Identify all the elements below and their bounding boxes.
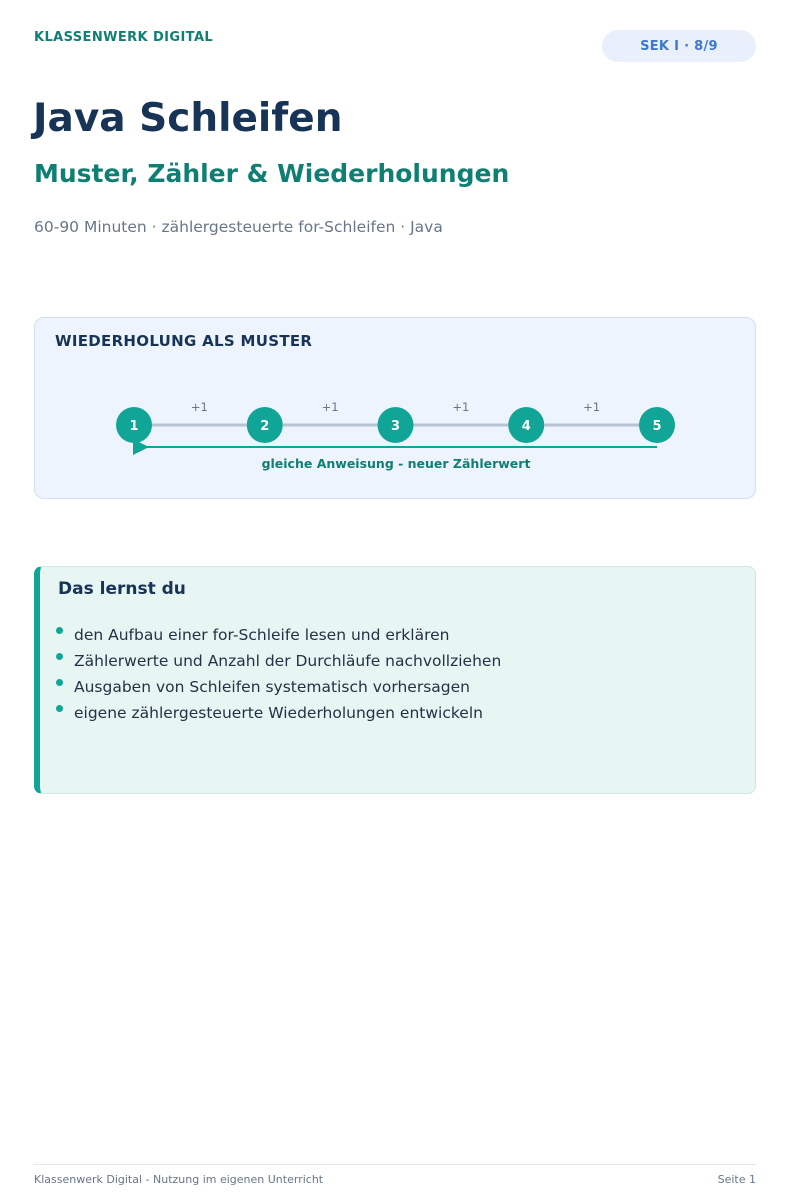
list-item-text: eigene zählergesteuerte Wiederholungen entwickeln — [74, 704, 483, 722]
list-item — [54, 674, 501, 700]
bullet-icon — [56, 705, 63, 712]
brand-name: KLASSENWERK DIGITAL — [34, 30, 214, 45]
loop-caption: gleiche Anweisung - neuer Zählerwert — [261, 456, 531, 471]
loop-pattern-card — [34, 317, 756, 499]
counter-node-label: 4 — [521, 419, 531, 434]
counter-node-label: 1 — [129, 419, 139, 434]
step-label: +1 — [583, 400, 601, 414]
step-label: +1 — [452, 400, 470, 414]
lesson-meta: 60-90 Minuten · zählergesteuerte for-Schleifen · Java — [34, 218, 443, 236]
bullet-icon — [56, 627, 63, 634]
learning-goals-card — [34, 566, 756, 794]
counter-node-label: 2 — [260, 419, 270, 434]
learning-goals-list — [54, 622, 501, 726]
loop-pattern-diagram — [35, 318, 757, 500]
list-item-text: den Aufbau einer for-Schleife lesen und erklären — [74, 626, 450, 644]
bullet-icon — [56, 653, 63, 660]
counter-node-label: 3 — [390, 419, 401, 434]
bullet-icon — [56, 679, 63, 686]
loop-pattern-heading: WIEDERHOLUNG ALS MUSTER — [55, 332, 313, 350]
counter-node-label: 5 — [652, 419, 662, 434]
step-label: +1 — [190, 400, 208, 414]
page-number: Seite 1 — [717, 1173, 756, 1186]
list-item — [54, 700, 501, 726]
list-item-text: Zählerwerte und Anzahl der Durchläufe nachvollziehen — [74, 652, 502, 670]
step-label: +1 — [321, 400, 339, 414]
footer-divider — [34, 1164, 756, 1165]
list-item — [54, 622, 501, 648]
page-title: Java Schleifen — [33, 96, 343, 141]
footer-note: Klassenwerk Digital - Nutzung im eigenen Unterricht — [34, 1173, 324, 1186]
list-item-text: Ausgaben von Schleifen systematisch vorhersagen — [74, 678, 470, 696]
level-badge: SEK I · 8/9 — [602, 30, 756, 62]
list-item — [54, 648, 501, 674]
page-subtitle: Muster, Zähler & Wiederholungen — [34, 159, 510, 188]
learning-goals-heading: Das lernst du — [58, 579, 186, 599]
